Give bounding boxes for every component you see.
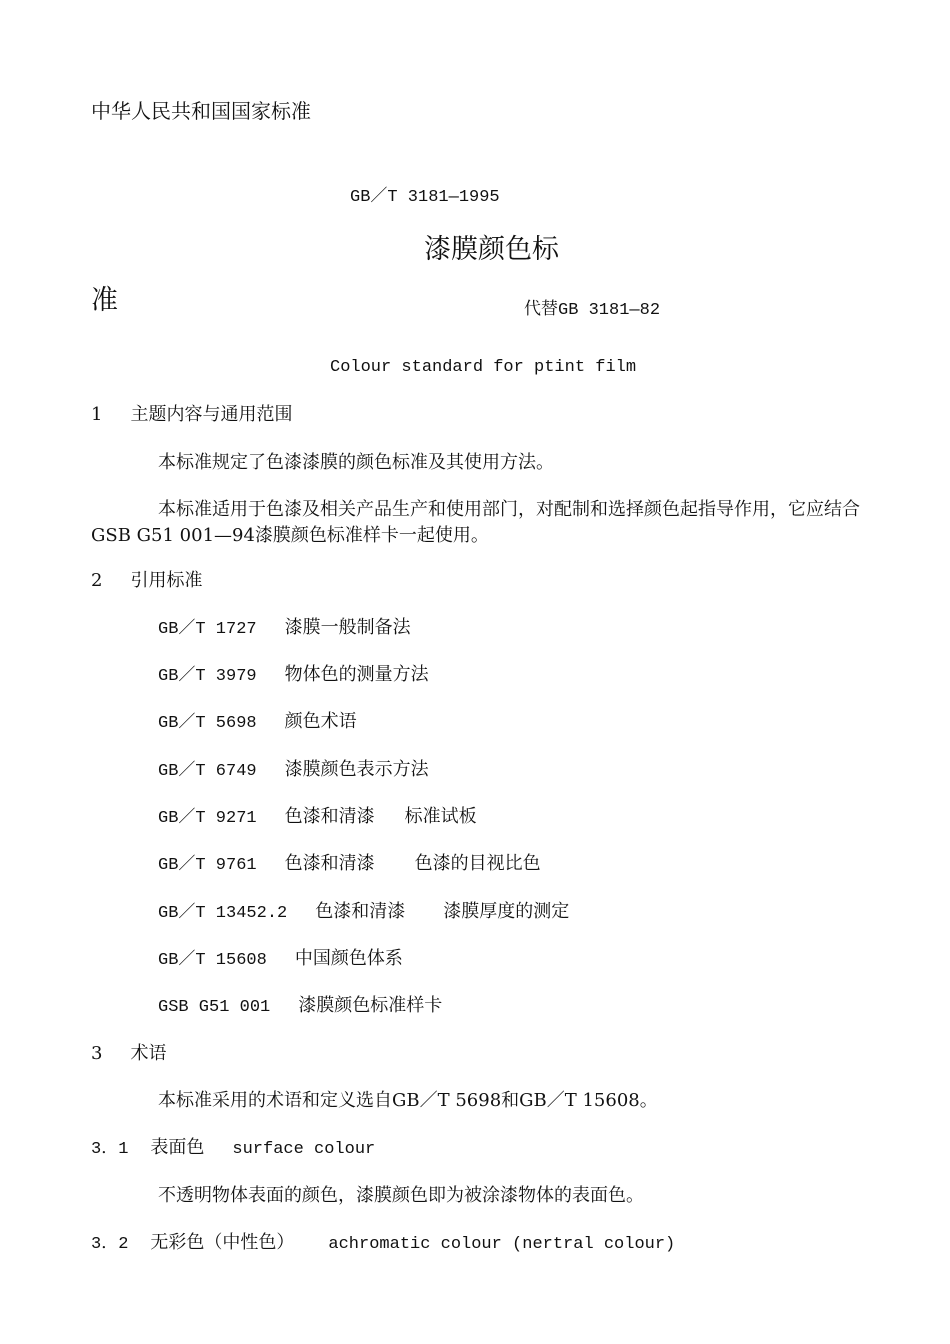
reference-item: [158, 619, 411, 638]
section-1-heading: [91, 406, 292, 424]
reference-title: 中国颜色体系: [294, 948, 403, 969]
subsection-number: 3．2: [91, 1235, 129, 1254]
section-title: 引用标准: [130, 570, 203, 591]
reference-subtitle: 漆膜厚度的测定: [443, 901, 570, 922]
reference-item: [158, 855, 541, 874]
reference-subtitle: 标准试板: [404, 806, 477, 827]
reference-code: GSB G51 001: [158, 998, 271, 1017]
reference-item: [158, 950, 403, 969]
national-standard-heading: 中华人民共和国国家标准: [91, 99, 311, 123]
section-number: 2: [91, 570, 103, 591]
reference-item: [158, 903, 569, 922]
reference-code: GB／T 15608: [158, 951, 267, 970]
reference-code: GB／T 9761: [158, 856, 257, 875]
reference-title: 颜色术语: [284, 711, 357, 732]
section-number: 1: [91, 404, 103, 425]
english-title: Colour standard for ptint film: [330, 358, 637, 377]
reference-item: [158, 808, 477, 827]
term-name: 无彩色（中性色）: [150, 1232, 295, 1253]
reference-title: 物体色的测量方法: [284, 664, 429, 685]
document-title-part2: 准: [91, 285, 118, 316]
subsection-3-1-heading: [91, 1139, 375, 1158]
term-name: 表面色: [150, 1137, 205, 1158]
section-2-heading: [91, 572, 202, 590]
document-title-part1: 漆膜颜色标: [424, 234, 559, 265]
section-title: 主题内容与通用范围: [130, 404, 293, 425]
reference-item: [158, 761, 429, 780]
term-definition: 不透明物体表面的颜色，漆膜颜色即为被涂漆物体的表面色。: [158, 1185, 644, 1206]
reference-code: GB／T 9271: [158, 809, 257, 828]
reference-title: 漆膜颜色表示方法: [284, 759, 429, 780]
reference-item: [158, 666, 429, 685]
subsection-3-2-heading: [91, 1234, 675, 1253]
replaces-note: 代替GB 3181—82: [524, 301, 661, 320]
reference-code: GB／T 13452.2: [158, 904, 288, 923]
standard-code: GB／T 3181—1995: [350, 188, 500, 207]
reference-subtitle: 色漆的目视比色: [414, 853, 541, 874]
reference-item: [158, 713, 357, 732]
section-number: 3: [91, 1043, 103, 1064]
reference-title: 漆膜颜色标准样卡: [298, 995, 443, 1016]
reference-code: GB／T 6749: [158, 762, 257, 781]
section-3-heading: [91, 1045, 166, 1063]
term-english: surface colour: [232, 1140, 376, 1159]
section-3-paragraph: 本标准采用的术语和定义选自GB／T 5698和GB／T 15608。: [158, 1090, 658, 1111]
section-title: 术语: [130, 1043, 167, 1064]
reference-title: 漆膜一般制备法: [284, 617, 411, 638]
reference-item: [158, 997, 442, 1016]
reference-code: GB／T 5698: [158, 714, 257, 733]
reference-title: 色漆和清漆: [284, 853, 375, 874]
section-1-paragraph-2: 本标准适用于色漆及相关产品生产和使用部门，对配制和选择颜色起指导作用，它应结合GSB G51 001—94漆膜颜色标准样卡一起使用。: [91, 499, 860, 546]
subsection-number: 3．1: [91, 1140, 129, 1159]
reference-code: GB／T 3979: [158, 667, 257, 686]
reference-title: 色漆和清漆: [315, 901, 406, 922]
section-1-paragraph-1: 本标准规定了色漆漆膜的颜色标准及其使用方法。: [158, 452, 554, 473]
reference-code: GB／T 1727: [158, 620, 257, 639]
term-english: achromatic colour (nertral colour): [328, 1235, 676, 1254]
reference-title: 色漆和清漆: [284, 806, 375, 827]
